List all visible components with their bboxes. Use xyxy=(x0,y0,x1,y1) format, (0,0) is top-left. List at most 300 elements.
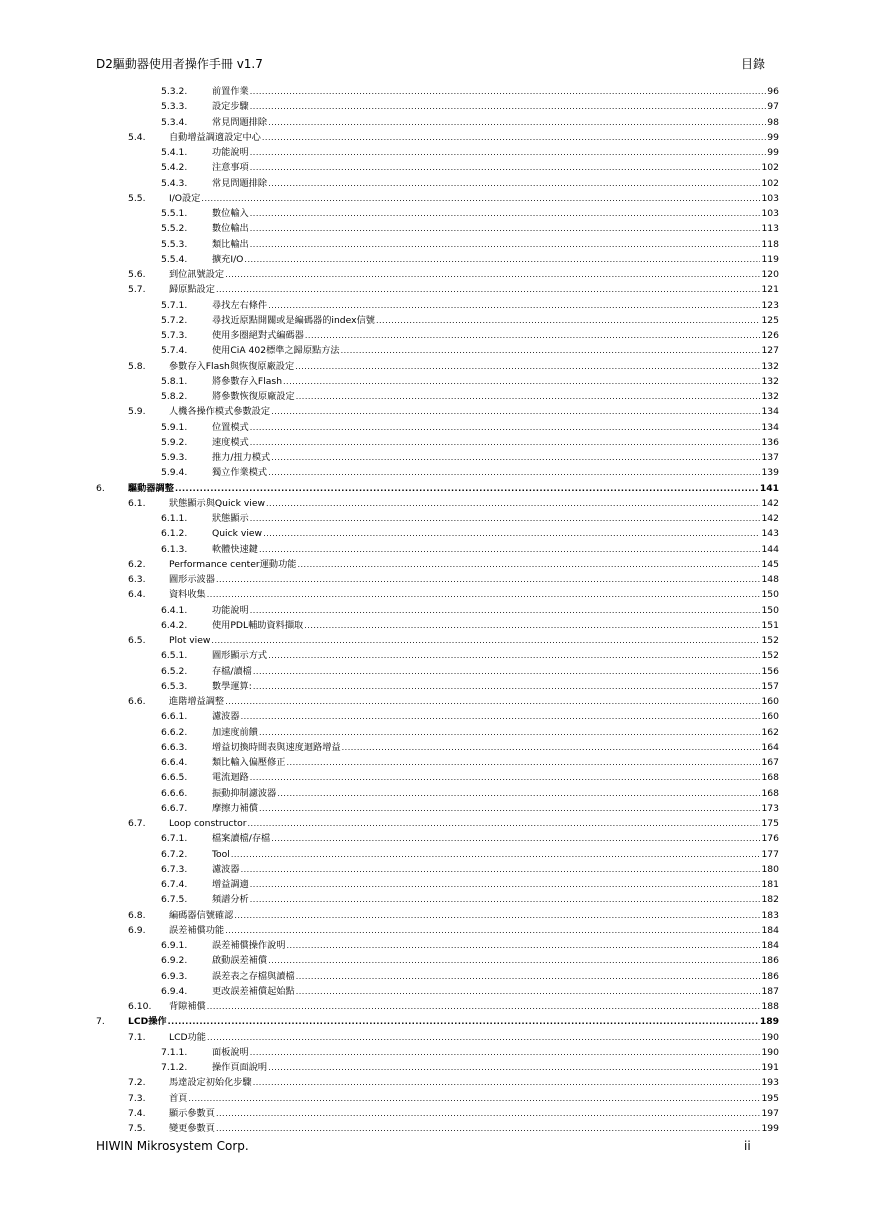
toc-entry[interactable] xyxy=(0,252,869,267)
toc-entry-title: 使用多圈絕對式編碼器 xyxy=(212,330,304,341)
toc-entry[interactable] xyxy=(0,115,869,130)
toc-entry-body xyxy=(212,206,779,221)
toc-entry[interactable] xyxy=(0,953,869,968)
toc-entry-title: 顯示參數頁 xyxy=(169,1107,215,1119)
toc-entry-title: 將參數恢復原廠設定 xyxy=(212,391,295,402)
toc-entry-number: 5.5.1. xyxy=(161,208,188,219)
toc-entry[interactable] xyxy=(0,969,869,984)
toc-entry-title: 歸原點設定 xyxy=(169,284,215,296)
toc-entry[interactable] xyxy=(0,923,869,938)
toc-entry[interactable] xyxy=(0,770,869,785)
toc-entry-page: 156 xyxy=(761,665,779,677)
toc-entry-body xyxy=(169,587,779,602)
toc-dot-leader xyxy=(175,481,759,496)
toc-entry[interactable] xyxy=(0,404,869,419)
toc-entry-number: 7.1.1. xyxy=(161,1046,188,1058)
toc-dot-leader xyxy=(253,664,761,679)
toc-entry-body xyxy=(212,770,779,785)
toc-entry-body xyxy=(169,816,779,831)
toc-entry-page: 97 xyxy=(767,101,779,113)
toc-entry-page: 132 xyxy=(761,360,779,372)
toc-entry-page: 127 xyxy=(761,345,779,357)
toc-entry[interactable] xyxy=(0,526,869,541)
toc-dot-leader xyxy=(341,343,761,358)
toc-dot-leader xyxy=(231,847,761,862)
toc-entry-number: 5.8.1. xyxy=(161,375,188,387)
toc-entry-body xyxy=(169,1075,779,1090)
toc-entry[interactable] xyxy=(0,359,869,374)
toc-entry-page: 96 xyxy=(767,86,779,97)
toc-entry[interactable] xyxy=(0,603,869,618)
toc-entry[interactable] xyxy=(0,618,869,633)
toc-dot-leader xyxy=(268,953,760,968)
toc-entry-page: 125 xyxy=(761,314,779,326)
toc-entry-body xyxy=(212,435,779,450)
toc-entry-body xyxy=(212,389,779,404)
toc-entry-number: 7.3. xyxy=(128,1092,146,1104)
toc-entry[interactable] xyxy=(0,908,869,923)
toc-entry[interactable] xyxy=(0,420,869,435)
toc-entry-number: 6.7.3. xyxy=(161,863,188,875)
toc-entry-page: 184 xyxy=(761,924,779,936)
toc-entry-number: 5.4. xyxy=(128,131,146,143)
toc-entry-body xyxy=(212,938,779,953)
toc-entry-title: Plot view xyxy=(169,635,211,646)
toc-entry[interactable] xyxy=(0,298,869,313)
toc-entry-body xyxy=(212,252,779,267)
toc-entry-number: 5.9.4. xyxy=(161,467,188,479)
toc-entry-title: 參數存入Flash與恢復原廠設定 xyxy=(169,360,295,372)
toc-entry-page: 191 xyxy=(761,1062,779,1073)
toc-entry-page: 123 xyxy=(761,299,779,311)
toc-dot-leader xyxy=(250,145,767,160)
toc-entry[interactable] xyxy=(0,267,869,282)
toc-entry-title: 更改誤差補償起始點 xyxy=(212,985,295,997)
toc-entry-number: 6.5.3. xyxy=(161,680,188,692)
toc-entry-page: 157 xyxy=(761,680,779,692)
toc-dot-leader xyxy=(250,511,761,526)
toc-entry-title: 尋找左右條件 xyxy=(212,299,268,311)
toc-entry-number: 5.9.1. xyxy=(161,421,188,433)
toc-entry[interactable] xyxy=(0,343,869,358)
toc-entry-page: 145 xyxy=(761,558,779,570)
toc-entry-number: 6.1.2. xyxy=(161,528,188,540)
toc-entry-number: 6.10. xyxy=(128,1001,152,1012)
toc-entry-number: 6.4. xyxy=(128,589,146,601)
toc-entry-number: 6.5. xyxy=(128,635,146,646)
toc-entry-page: 151 xyxy=(761,619,779,631)
toc-entry-page: 193 xyxy=(761,1077,779,1089)
toc-entry-title: 加速度前饋 xyxy=(212,726,258,738)
toc-entry[interactable] xyxy=(0,313,869,328)
toc-entry-body xyxy=(212,892,779,907)
toc-entry-title: 數位輸入 xyxy=(212,208,249,219)
toc-entry-page: 152 xyxy=(761,650,779,662)
toc-entry[interactable] xyxy=(0,847,869,862)
toc-entry-body xyxy=(169,999,779,1014)
toc-entry-body xyxy=(212,99,779,114)
toc-entry-title: 編碼器信號確認 xyxy=(169,909,234,921)
toc-entry[interactable] xyxy=(0,816,869,831)
toc-entry[interactable] xyxy=(0,1014,869,1029)
toc-dot-leader xyxy=(268,176,760,191)
toc-entry-title: 背隙補償 xyxy=(169,1001,206,1012)
toc-entry-page: 136 xyxy=(761,436,779,448)
toc-entry-number: 6.9. xyxy=(128,924,146,936)
toc-entry-title: 注意事項 xyxy=(212,162,249,174)
toc-entry-title: 頻譜分析 xyxy=(212,894,249,906)
toc-entry-page: 132 xyxy=(761,391,779,402)
toc-entry-body xyxy=(212,831,779,846)
toc-dot-leader xyxy=(283,374,760,389)
toc-entry-body xyxy=(169,267,779,282)
toc-entry-number: 7.1.2. xyxy=(161,1062,188,1073)
toc-entry-page: 134 xyxy=(761,421,779,433)
toc-entry-number: 6.6.4. xyxy=(161,757,188,768)
toc-entry-body xyxy=(169,908,779,923)
toc-entry-title: LCD操作 xyxy=(128,1016,167,1028)
toc-entry[interactable] xyxy=(0,237,869,252)
toc-entry-page: 168 xyxy=(761,787,779,799)
toc-entry-body xyxy=(169,1030,779,1045)
toc-dot-leader xyxy=(271,450,760,465)
toc-entry[interactable] xyxy=(0,450,869,465)
toc-entry-title: 狀態顯示與Quick view xyxy=(169,497,265,509)
toc-dot-leader xyxy=(259,725,761,740)
toc-dot-leader xyxy=(268,115,766,130)
toc-entry[interactable] xyxy=(0,221,869,236)
toc-entry-page: 102 xyxy=(761,177,779,189)
toc-dot-leader xyxy=(250,420,761,435)
toc-entry-number: 6.6. xyxy=(128,696,146,707)
toc-dot-leader xyxy=(287,938,761,953)
toc-entry-title: 面板說明 xyxy=(212,1046,249,1058)
toc-entry[interactable] xyxy=(0,465,869,480)
toc-dot-leader xyxy=(225,267,760,282)
toc-entry[interactable] xyxy=(0,542,869,557)
toc-entry-number: 6.1.1. xyxy=(161,513,188,524)
toc-entry-body xyxy=(212,648,779,663)
toc-entry[interactable] xyxy=(0,1091,869,1106)
toc-dot-leader xyxy=(296,984,761,999)
toc-entry[interactable] xyxy=(0,709,869,724)
toc-entry-number: 5.7.1. xyxy=(161,299,188,311)
toc-entry[interactable] xyxy=(0,206,869,221)
toc-dot-leader xyxy=(216,1121,761,1136)
toc-entry-title: 誤差表之存檔與讀檔 xyxy=(212,970,295,982)
toc-entry-body xyxy=(212,725,779,740)
toc-entry[interactable] xyxy=(0,496,869,511)
toc-entry[interactable] xyxy=(0,191,869,206)
toc-entry-body xyxy=(212,1045,779,1060)
toc-dot-leader xyxy=(250,206,761,221)
toc-entry-title: 使用PDL輔助資料擷取 xyxy=(212,619,304,631)
toc-entry-number: 5.5.2. xyxy=(161,223,188,235)
toc-entry-title: Tool xyxy=(212,848,230,860)
toc-entry-title: 首頁 xyxy=(169,1092,188,1104)
toc-entry-number: 6.9.4. xyxy=(161,985,188,997)
toc-entry-title: 濾波器 xyxy=(212,711,240,723)
toc-entry-page: 182 xyxy=(761,894,779,906)
toc-dot-leader xyxy=(296,969,761,984)
toc-dot-leader xyxy=(253,1075,761,1090)
toc-entry[interactable] xyxy=(0,892,869,907)
toc-entry-title: 前置作業 xyxy=(212,86,249,97)
toc-entry-number: 6.2. xyxy=(128,558,146,570)
toc-entry-body xyxy=(169,1121,779,1136)
toc-entry-number: 6.6.7. xyxy=(161,802,188,814)
toc-entry-body xyxy=(212,237,779,252)
toc-entry[interactable] xyxy=(0,831,869,846)
toc-dot-leader xyxy=(250,435,761,450)
toc-entry[interactable] xyxy=(0,755,869,770)
toc-entry-number: 5.8.2. xyxy=(161,391,188,402)
toc-entry-page: 187 xyxy=(761,985,779,997)
toc-entry-number: 6.5.2. xyxy=(161,665,188,677)
toc-entry-page: 102 xyxy=(761,162,779,174)
toc-entry-page: 119 xyxy=(761,253,779,265)
toc-entry-body xyxy=(212,984,779,999)
toc-entry-body xyxy=(169,923,779,938)
toc-entry-number: 6.3. xyxy=(128,574,146,585)
document-title: D2驅動器使用者操作手冊 v1.7 xyxy=(96,57,263,71)
toc-entry-number: 5.5.4. xyxy=(161,253,188,265)
toc-entry[interactable] xyxy=(0,633,869,648)
toc-entry-number: 6.9.2. xyxy=(161,955,188,967)
toc-entry[interactable] xyxy=(0,1030,869,1045)
toc-dot-leader xyxy=(296,389,761,404)
toc-dot-leader xyxy=(295,359,760,374)
toc-entry[interactable] xyxy=(0,176,869,191)
toc-dot-leader xyxy=(304,618,760,633)
toc-entry-body xyxy=(169,557,779,572)
toc-dot-leader xyxy=(225,923,760,938)
toc-entry[interactable] xyxy=(0,328,869,343)
toc-dot-leader xyxy=(376,313,761,328)
toc-entry[interactable] xyxy=(0,1060,869,1075)
toc-entry-page: 141 xyxy=(759,482,779,494)
toc-entry-title: 常見問題排除 xyxy=(212,116,268,128)
toc-entry-page: 181 xyxy=(761,879,779,890)
toc-entry-body xyxy=(212,160,779,175)
toc-entry-number: 6.9.1. xyxy=(161,940,188,951)
toc-dot-leader xyxy=(241,709,761,724)
toc-entry-body xyxy=(212,465,779,480)
footer-company: HIWIN Mikrosystem Corp. xyxy=(96,1139,249,1153)
toc-entry[interactable] xyxy=(0,694,869,709)
toc-entry-body xyxy=(212,374,779,389)
toc-entry-body xyxy=(212,313,779,328)
toc-dot-leader xyxy=(201,191,760,206)
toc-entry[interactable] xyxy=(0,374,869,389)
toc-entry-body xyxy=(212,877,779,892)
toc-entry-page: 184 xyxy=(761,940,779,951)
toc-entry[interactable] xyxy=(0,557,869,572)
toc-entry-title: 數位輸出 xyxy=(212,223,249,235)
toc-dot-leader xyxy=(250,237,761,252)
toc-entry[interactable] xyxy=(0,1106,869,1121)
toc-entry-page: 186 xyxy=(761,970,779,982)
toc-entry[interactable] xyxy=(0,511,869,526)
toc-entry-number: 6.7. xyxy=(128,818,146,829)
toc-entry-page: 103 xyxy=(761,208,779,219)
toc-entry-body xyxy=(212,847,779,862)
toc-entry-body xyxy=(169,191,779,206)
toc-dot-leader xyxy=(211,633,760,648)
toc-entry-number: 5.7. xyxy=(128,284,146,296)
toc-entry-page: 164 xyxy=(761,741,779,753)
toc-entry-page: 132 xyxy=(761,375,779,387)
toc-entry-body xyxy=(212,526,779,541)
toc-entry-title: 自動增益調適設定中心 xyxy=(169,131,261,143)
toc-entry-number: 7.1. xyxy=(128,1031,146,1043)
toc-entry-number: 6.8. xyxy=(128,909,146,921)
toc-entry-number: 6.1.3. xyxy=(161,543,188,555)
toc-dot-leader xyxy=(248,816,761,831)
toc-entry-title: 獨立作業模式 xyxy=(212,467,268,479)
toc-dot-leader xyxy=(287,755,761,770)
toc-entry-title: 類比輸出 xyxy=(212,238,249,250)
toc-entry-title: 誤差補償功能 xyxy=(169,924,225,936)
toc-entry[interactable] xyxy=(0,984,869,999)
toc-entry[interactable] xyxy=(0,679,869,694)
toc-dot-leader xyxy=(250,99,767,114)
toc-entry-number: 5.6. xyxy=(128,269,146,280)
toc-entry[interactable] xyxy=(0,862,869,877)
toc-entry-page: 197 xyxy=(761,1107,779,1119)
toc-entry-page: 139 xyxy=(761,467,779,479)
toc-entry-number: 6.7.5. xyxy=(161,894,188,906)
toc-entry-body xyxy=(212,511,779,526)
toc-entry-title: 位置模式 xyxy=(212,421,249,433)
toc-entry-page: 160 xyxy=(761,711,779,723)
toc-entry-title: 變更參數頁 xyxy=(169,1123,215,1134)
toc-entry[interactable] xyxy=(0,648,869,663)
toc-entry-page: 167 xyxy=(761,757,779,768)
toc-entry-title: 圖形顯示方式 xyxy=(212,650,268,662)
toc-entry-page: 120 xyxy=(761,269,779,280)
toc-entry[interactable] xyxy=(0,145,869,160)
toc-entry-body xyxy=(169,282,779,297)
toc-entry-body xyxy=(212,542,779,557)
section-label: 目錄 xyxy=(741,57,766,71)
toc-entry-number: 6.6.2. xyxy=(161,726,188,738)
toc-entry-number: 6.4.1. xyxy=(161,604,188,616)
toc-entry[interactable] xyxy=(0,725,869,740)
toc-entry[interactable] xyxy=(0,877,869,892)
toc-dot-leader xyxy=(268,465,760,480)
toc-entry-page: 150 xyxy=(761,589,779,601)
toc-entry-body xyxy=(212,328,779,343)
toc-entry-page: 175 xyxy=(761,818,779,829)
toc-entry[interactable] xyxy=(0,572,869,587)
toc-entry[interactable] xyxy=(0,587,869,602)
toc-entry[interactable] xyxy=(0,664,869,679)
toc-dot-leader xyxy=(259,542,761,557)
toc-entry-body xyxy=(212,603,779,618)
toc-entry[interactable] xyxy=(0,740,869,755)
toc-entry-body xyxy=(169,359,779,374)
toc-entry-body xyxy=(212,450,779,465)
toc-dot-leader xyxy=(250,84,767,99)
toc-entry-page: 142 xyxy=(761,513,779,524)
toc-entry-title: 進階增益調整 xyxy=(169,696,225,707)
toc-entry-title: 軟體快速鍵 xyxy=(212,543,258,555)
toc-entry[interactable] xyxy=(0,389,869,404)
toc-entry[interactable] xyxy=(0,84,869,99)
toc-entry[interactable] xyxy=(0,160,869,175)
toc-entry-number: 7.4. xyxy=(128,1107,146,1119)
toc-entry-title: 將參數存入Flash xyxy=(212,375,283,387)
toc-entry-title: 擴充I/O xyxy=(212,253,244,265)
toc-dot-leader xyxy=(250,1045,761,1060)
toc-entry-number: 5.9. xyxy=(128,406,146,418)
toc-entry-page: 150 xyxy=(761,604,779,616)
toc-entry-title: 使用CiA 402標準之歸原點方法 xyxy=(212,345,340,357)
toc-entry-page: 137 xyxy=(761,452,779,463)
toc-entry[interactable] xyxy=(0,130,869,145)
toc-entry-title: Loop constructor xyxy=(169,818,247,829)
toc-entry[interactable] xyxy=(0,99,869,114)
toc-entry-number: 5.7.3. xyxy=(161,330,188,341)
toc-entry[interactable] xyxy=(0,999,869,1014)
toc-entry-page: 143 xyxy=(761,528,779,540)
toc-entry-body xyxy=(212,343,779,358)
toc-entry-body xyxy=(169,130,779,145)
toc-dot-leader xyxy=(207,587,761,602)
toc-entry-number: 5.4.2. xyxy=(161,162,188,174)
toc-entry[interactable] xyxy=(0,938,869,953)
toc-dot-leader xyxy=(244,252,760,267)
toc-entry[interactable] xyxy=(0,282,869,297)
toc-entry[interactable] xyxy=(0,481,869,496)
toc-dot-leader xyxy=(216,282,761,297)
toc-entry[interactable] xyxy=(0,786,869,801)
toc-dot-leader xyxy=(241,862,761,877)
toc-dot-leader xyxy=(225,694,760,709)
toc-entry-body xyxy=(169,1091,779,1106)
toc-entry-page: 134 xyxy=(761,406,779,418)
toc-entry-page: 99 xyxy=(767,131,779,143)
toc-entry-body xyxy=(169,496,779,511)
toc-entry-body xyxy=(128,1014,779,1029)
toc-dot-leader xyxy=(207,1030,760,1045)
toc-entry[interactable] xyxy=(0,1045,869,1060)
toc-entry-number: 5.9.3. xyxy=(161,452,188,463)
toc-entry-page: 99 xyxy=(767,147,779,158)
toc-entry[interactable] xyxy=(0,435,869,450)
toc-entry[interactable] xyxy=(0,801,869,816)
toc-entry-page: 162 xyxy=(761,726,779,738)
toc-entry-page: 199 xyxy=(761,1123,779,1134)
toc-entry-title: 濾波器 xyxy=(212,863,240,875)
toc-entry-title: 摩擦力補償 xyxy=(212,802,258,814)
toc-dot-leader xyxy=(250,770,761,785)
toc-entry-number: 6.7.4. xyxy=(161,879,188,890)
toc-entry[interactable] xyxy=(0,1075,869,1090)
toc-dot-leader xyxy=(268,1060,760,1075)
toc-entry-body xyxy=(212,740,779,755)
toc-entry-number: 6.6.6. xyxy=(161,787,188,799)
toc-entry[interactable] xyxy=(0,1121,869,1136)
toc-dot-leader xyxy=(216,572,761,587)
toc-dot-leader xyxy=(271,831,760,846)
toc-entry-page: 118 xyxy=(761,238,779,250)
toc-entry-title: 到位訊號設定 xyxy=(169,269,225,280)
toc-entry-number: 7.5. xyxy=(128,1123,146,1134)
toc-entry-body xyxy=(212,862,779,877)
toc-entry-title: 振動抑制濾波器 xyxy=(212,787,277,799)
